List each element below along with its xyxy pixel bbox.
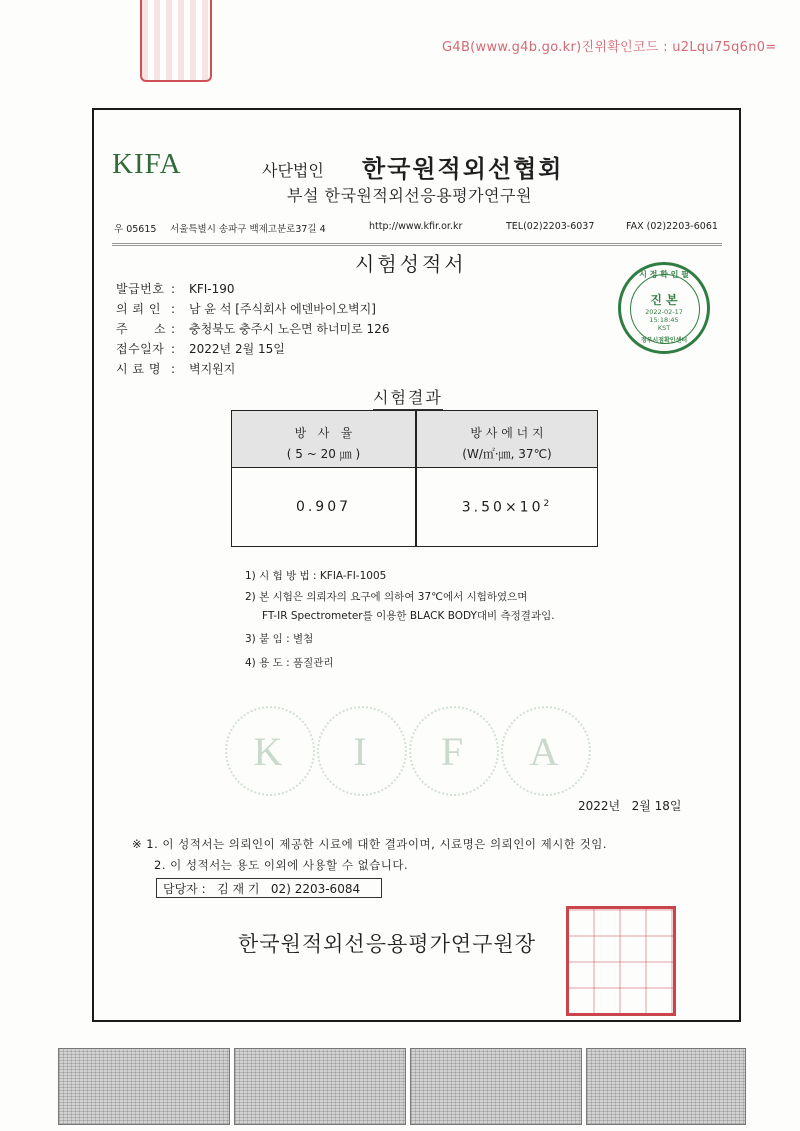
org-prefix: 사단법인 bbox=[262, 161, 324, 180]
org-address: 서울특별시 송파구 백제고분로37길 4 bbox=[170, 224, 326, 235]
contact-box: 담당자 : 김 재 기 02) 2203-6084 bbox=[156, 878, 382, 898]
director-signature: 한국원적외선응용평가연구원장 bbox=[238, 932, 537, 956]
timestamp-seal: 시 정 확 인 필 진 본 2022-02-17 15:18:45 KST 정부시점확인센터 bbox=[618, 262, 710, 354]
security-pattern-1 bbox=[58, 1048, 230, 1125]
kifa-logo: KIFA bbox=[112, 148, 182, 180]
document-title: 시험성적서 bbox=[355, 252, 467, 276]
tel-number: TEL(02)2203-6037 bbox=[506, 221, 595, 232]
disclaimer-1: ※ 1. 이 성적서는 의뢰인이 제공한 시료에 대한 결과이며, 시료명은 의뢰인이 제시한 것임. bbox=[132, 837, 607, 851]
energy-value: $3.50\times 10^2$ bbox=[461, 499, 553, 516]
note-attachment: 3) 붙 임 : 별첨 bbox=[245, 633, 314, 645]
note-test-condition-cont: FT-IR Spectrometer를 이용한 BLACK BODY대비 측정결과임. bbox=[262, 610, 555, 622]
security-pattern-4 bbox=[586, 1048, 746, 1125]
col-emissivity-head: 방 사 율 bbox=[294, 426, 353, 440]
website-link[interactable]: http://www.kfir.or.kr bbox=[369, 221, 463, 232]
fax-number: FAX (02)2203-6061 bbox=[626, 221, 718, 232]
info-row-sample-name: 시 료 명 : 벽지원지 bbox=[116, 362, 236, 376]
note-test-method: 1) 시 험 방 법 : KFIA-FI-1005 bbox=[245, 570, 387, 582]
postal-code: 우 05615 bbox=[114, 224, 157, 235]
info-row-client: 의 뢰 인 : 남 윤 석 [주식회사 에덴바이오벽지] bbox=[116, 302, 376, 316]
info-row-address: 주 소 : 충청북도 충주시 노은면 하너미로 126 bbox=[116, 322, 390, 336]
note-purpose: 4) 용 도 : 품질관리 bbox=[245, 657, 334, 669]
emissivity-value: 0.907 bbox=[295, 499, 352, 515]
col-emissivity-sub: ( 5 ~ 20 ㎛ ) bbox=[286, 447, 361, 461]
org-name: 한국원적외선협회 bbox=[362, 155, 564, 183]
result-table bbox=[231, 410, 598, 547]
security-pattern-2 bbox=[234, 1048, 406, 1125]
disclaimer-2: 2. 이 성적서는 용도 이외에 사용할 수 없습니다. bbox=[154, 858, 409, 872]
security-pattern-3 bbox=[410, 1048, 582, 1125]
info-row-received-date: 접수일자 : 2022년 2월 15일 bbox=[116, 342, 285, 356]
org-subtitle: 부설 한국원적외선응용평가연구원 bbox=[287, 186, 532, 205]
col-energy-sub: (W/㎡·㎛, 37℃) bbox=[462, 447, 552, 461]
issue-date: 2022년 2월 18일 bbox=[578, 799, 682, 813]
col-energy-head: 방 사 에 너 지 bbox=[470, 426, 544, 440]
address-bar bbox=[112, 215, 722, 246]
corner-seal-stamp bbox=[140, 0, 212, 82]
kifa-watermark: K I F A bbox=[225, 700, 595, 800]
note-test-condition: 2) 본 시험은 의뢰자의 요구에 의하여 37℃에서 시험하였으며 bbox=[245, 591, 528, 603]
info-row-issue-number: 발급번호 : KFI-190 bbox=[116, 282, 235, 296]
verification-code[interactable]: G4B(www.g4b.go.kr)진위확인코드 : u2Lqu75q6n0= bbox=[442, 40, 777, 55]
result-title: 시험결과 bbox=[373, 385, 443, 410]
official-red-seal bbox=[566, 906, 676, 1016]
